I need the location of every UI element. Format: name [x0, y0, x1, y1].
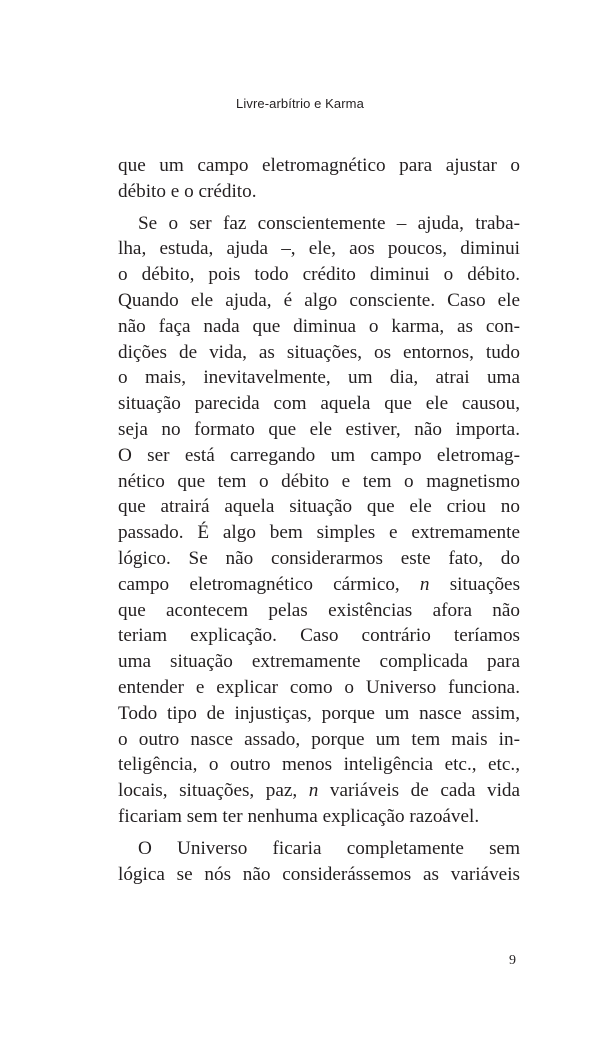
text-line: lógica se nós não considerássemos as variáveis	[118, 863, 520, 885]
text-line: nético que tem o débito e tem o magnetismo	[118, 470, 520, 492]
text-line: entender e explicar como o Universo funciona.	[118, 676, 520, 698]
text-line: uma situação extremamente complicada para	[118, 651, 520, 673]
text-line: situação parecida com aquela que ele causou,	[118, 393, 520, 415]
text-line: seja no formato que ele estiver, não importa.	[118, 418, 520, 440]
text-line: o outro nasce assado, porque um tem mais in-	[118, 728, 520, 750]
text-line: Todo tipo de injustiças, porque um nasce assim,	[118, 702, 520, 724]
text-line: O Universo ficaria completamente sem	[138, 837, 520, 859]
page-number: 9	[509, 953, 516, 968]
text-line: o mais, inevitavelmente, um dia, atrai uma	[118, 367, 520, 389]
text-line: não faça nada que diminua o karma, as con-	[118, 315, 520, 337]
text-line: que um campo eletromagnético para ajustar o	[118, 155, 520, 176]
text-line: que atrairá aquela situação que ele criou no	[118, 496, 520, 518]
running-head: Livre-arbítrio e Karma	[236, 96, 364, 111]
text-line: lha, estuda, ajuda –, ele, aos poucos, diminui	[118, 238, 520, 260]
body-text	[118, 153, 520, 887]
text-line: o débito, pois todo crédito diminui o débito.	[118, 264, 520, 286]
text-line: Se o ser faz conscientemente – ajuda, traba-	[138, 212, 520, 234]
text-line: O ser está carregando um campo eletromag-	[118, 444, 520, 466]
text-line: dições de vida, as situações, os entornos, tudo	[118, 341, 520, 363]
text-line: débito e o crédito.	[118, 180, 257, 202]
text-line: campo eletromagnético cármico, n situações	[118, 573, 521, 595]
text-line: Quando ele ajuda, é algo consciente. Caso ele	[118, 289, 520, 311]
text-line: teligência, o outro menos inteligência etc., etc.,	[118, 754, 520, 776]
text-line: que acontecem pelas existências afora não	[118, 599, 520, 621]
text-line: teriam explicação. Caso contrário teríamos	[118, 625, 520, 647]
text-line: locais, situações, paz, n variáveis de cada vida	[118, 780, 521, 802]
text-line: passado. É algo bem simples e extremamente	[118, 522, 520, 544]
text-line: lógico. Se não considerarmos este fato, do	[118, 547, 520, 569]
text-line: ficariam sem ter nenhuma explicação razoável.	[118, 805, 480, 827]
